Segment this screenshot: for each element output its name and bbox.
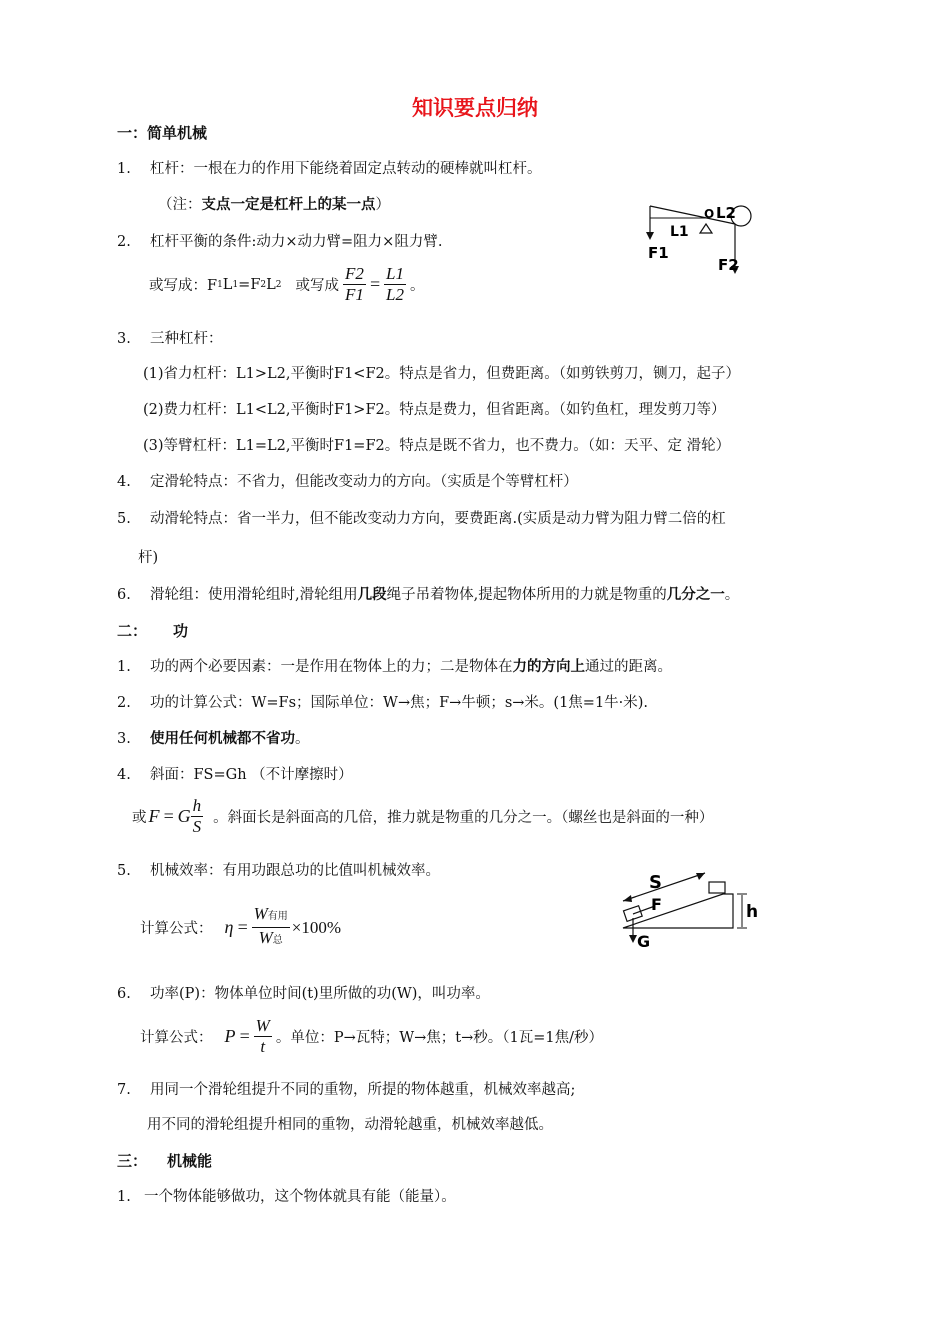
item-number: 7.: [117, 1082, 131, 1098]
numerator-symbol: W: [253, 904, 268, 923]
incline-formula-line: [132, 796, 713, 837]
numerator-sub: 有用: [267, 911, 288, 922]
label-f: F: [651, 895, 662, 914]
fraction-l1-l2: [384, 264, 406, 305]
item-energy-definition: [117, 1185, 456, 1206]
item-number: 4.: [117, 474, 131, 490]
subscript: 1: [232, 279, 239, 290]
label-s: S: [649, 872, 662, 893]
equals-sign: =: [368, 274, 382, 294]
formula-symbol: η: [224, 917, 234, 937]
item-work-formula: [117, 691, 648, 712]
note-suffix: ）: [375, 197, 390, 213]
note-fulcrum: [158, 193, 390, 214]
formula-text: 。斜面长是斜面高的几倍，推力就是物重的几分之一。（螺丝也是斜面的一种）: [213, 810, 714, 826]
item-number: 4.: [117, 767, 131, 783]
denominator: F1: [345, 285, 364, 304]
lever-diagram: [640, 196, 765, 276]
section-heading-work: [117, 620, 188, 641]
lever-type-force-saving: (1)省力杠杆：L1>L2,平衡时F1<F2。特点是省力，但费距离。（如剪铁剪刀，铡刀，起子）: [143, 366, 740, 382]
note-prefix: （注：: [158, 197, 202, 213]
formula-text: 或: [132, 810, 147, 826]
label-f1: F1: [648, 244, 669, 262]
note-emphasis: 支点一定是杠杆上的某一点: [201, 197, 376, 213]
item-text: 通过的距离。: [585, 659, 672, 675]
section-heading-simple-machines: 一：简单机械: [117, 124, 208, 142]
item-text: 功的两个必要因素：一是作用在物体上的力；二是物体在: [150, 659, 513, 675]
item-number: 2.: [117, 695, 131, 711]
heading-text: 功: [173, 622, 189, 640]
item-power: [117, 982, 490, 1003]
item-text: 定滑轮特点：不省力，但能改变动力的方向。（实质是个等臂杠杆）: [150, 474, 578, 490]
formula-text: 或写成: [295, 278, 339, 294]
item-text: 一个物体能够做功，这个物体就具有能（能量）。: [144, 1189, 456, 1205]
power-formula-line: [140, 1016, 603, 1057]
item-lever-balance: [117, 230, 442, 251]
item-fixed-pulley: [117, 470, 578, 491]
item-text: 杠杆平衡的条件:动力×动力臂=阻力×阻力臂.: [150, 234, 443, 250]
formula-label: 计算公式：: [140, 1030, 213, 1046]
item-text: 三种杠杆：: [150, 331, 223, 347]
item-number: 1.: [117, 1189, 131, 1205]
denominator: S: [192, 817, 202, 836]
item-number: 1.: [117, 659, 131, 675]
s-arrow-head-left: [623, 895, 632, 902]
g-arrow-head: [629, 935, 637, 943]
section-heading-mechanical-energy: [117, 1150, 212, 1171]
page-title: 知识要点归纳: [412, 96, 538, 120]
item-three-levers: [117, 327, 223, 348]
item-efficiency: [117, 859, 440, 880]
item-text: 动滑轮特点：省一半力，但不能改变动力方向，要费距离.(实质是动力臂为阻力臂二倍的杠: [150, 511, 726, 527]
numerator: F2: [345, 264, 364, 283]
denominator-sub: 总: [272, 935, 283, 946]
percent-factor: ×100%: [291, 917, 342, 937]
formula-text: L: [266, 276, 276, 293]
numerator: [252, 904, 290, 928]
item-number: 5.: [117, 863, 131, 879]
item-number: 1.: [117, 161, 131, 177]
label-o: O: [704, 207, 715, 221]
item-number: 2.: [117, 234, 131, 250]
item-text: 滑轮组：使用滑轮组时,滑轮组用: [150, 587, 358, 603]
item-emphasis: 力的方向上: [512, 659, 585, 675]
formula-text: 或写成：F: [149, 278, 218, 294]
item-no-work-saving: [117, 727, 310, 748]
fulcrum-triangle: [700, 224, 712, 233]
item-efficiency-notes: [117, 1078, 575, 1099]
formula-symbol: P: [224, 1026, 236, 1046]
fraction-h-s: [191, 796, 204, 837]
label-f2: F2: [718, 256, 739, 274]
item-movable-pulley-cont: 杆): [138, 550, 159, 566]
item-emphasis: 使用任何机械都不省功: [150, 731, 295, 747]
numerator: W: [255, 1016, 270, 1035]
label-g: G: [637, 932, 651, 950]
item-emphasis: 几段: [357, 587, 387, 603]
denominator: L2: [386, 285, 405, 304]
label-h: h: [746, 902, 759, 922]
lever-type-distance-saving: (2)费力杠杆：L1<L2,平衡时F1>F2。特点是费力，但省距离。（如钓鱼杠，理发剪刀等）: [143, 402, 726, 418]
equals-sign: =: [238, 1026, 251, 1046]
item-text: 用同一个滑轮组提升不同的重物，所提的物体越重，机械效率越高;: [150, 1082, 576, 1098]
numerator: L1: [386, 264, 405, 283]
item-number: 3.: [117, 331, 131, 347]
subscript: 1: [217, 279, 223, 290]
block-top: [709, 882, 725, 893]
item-number: 6.: [117, 587, 131, 603]
lever-type-equal-arm: (3)等臂杠杆：L1=L2,平衡时F1=F2。特点是既不省力，也不费力。（如：天平、定 滑轮）: [143, 438, 731, 454]
item-number: 6.: [117, 986, 131, 1002]
item-text: 功的计算公式：W=Fs；国际单位：W→焦；F→牛顿；s→米。(1焦=1牛·米).: [150, 695, 649, 711]
item-work-factors: [117, 655, 672, 676]
equals-sign: =: [162, 806, 175, 826]
item-text: 机械效率：有用功跟总功的比值叫机械效率。: [150, 863, 440, 879]
fraction-f2-f1: [343, 264, 366, 305]
subscript: 2: [275, 279, 282, 290]
item-text: 斜面：FS=Gh （不计摩擦时）: [150, 767, 353, 783]
heading-number: 三：: [117, 1152, 148, 1170]
heading-text: 机械能: [167, 1152, 213, 1170]
item-number: 5.: [117, 511, 131, 527]
subscript: 2: [260, 279, 267, 290]
item-number: 3.: [117, 731, 131, 747]
item-text: 功率(P)：物体单位时间(t)里所做的功(W)，叫功率。: [150, 986, 490, 1002]
label-l2: L2: [716, 204, 736, 222]
f1-arrow-head: [646, 232, 654, 240]
item-text: 绳子吊着物体,提起物体所用的力就是物重的: [386, 587, 667, 603]
item-efficiency-notes-cont: 用不同的滑轮组提升相同的重物，动滑轮越重，机械效率越低。: [147, 1117, 553, 1133]
item-text: 。: [295, 731, 310, 747]
fraction-w-t: [254, 1016, 272, 1057]
denominator: [257, 928, 285, 951]
item-text: 杠杆：一根在力的作用下能绕着固定点转动的硬棒就叫杠杆。: [150, 161, 542, 177]
denominator-symbol: W: [258, 928, 273, 947]
formula-text: L: [222, 276, 233, 293]
equals-sign: =: [236, 917, 249, 937]
formula-end: 。: [410, 278, 425, 294]
denominator: t: [260, 1037, 266, 1056]
item-emphasis: 几分之一: [666, 587, 725, 603]
numerator: h: [192, 796, 202, 815]
heading-number: 二：: [117, 622, 148, 640]
s-arrow-head-right: [696, 873, 705, 880]
item-incline: [117, 763, 353, 784]
item-lever-definition: [117, 157, 542, 178]
item-movable-pulley: [117, 507, 726, 528]
formula-symbol: G: [177, 806, 191, 826]
efficiency-formula-line: [140, 904, 341, 951]
item-text: 。: [724, 587, 740, 603]
formula-text: =F: [238, 276, 261, 293]
formula-label: 计算公式：: [140, 921, 213, 937]
formula-symbol: F: [148, 806, 160, 826]
item-pulley-block: [117, 583, 739, 604]
label-l1: L1: [670, 224, 689, 240]
incline-diagram: [615, 868, 765, 950]
fraction-efficiency: [252, 904, 290, 951]
formula-text: 。单位：P→瓦特；W→焦；t→秒。（1瓦=1焦/秒）: [275, 1030, 603, 1046]
lever-formula-line: [149, 264, 425, 305]
s-arrow-line: [623, 873, 705, 901]
